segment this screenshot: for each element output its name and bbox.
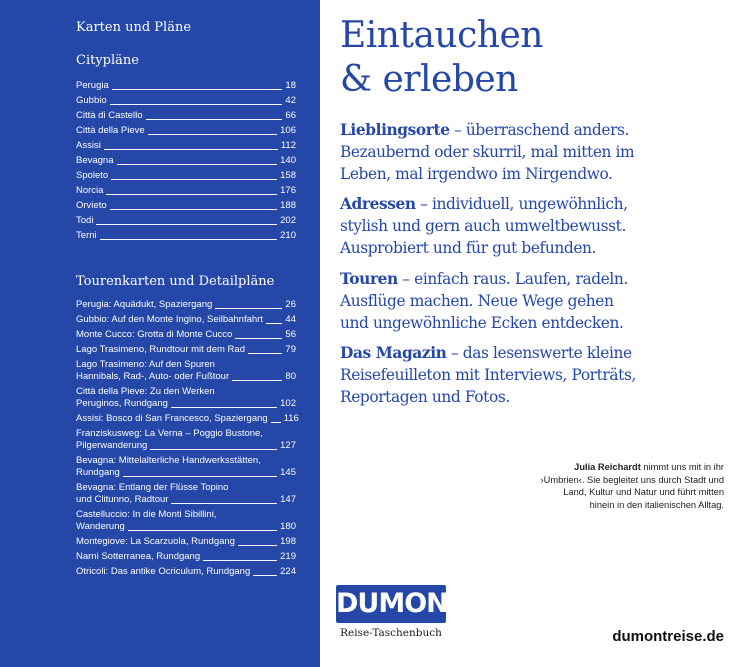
toc-entry [76,184,296,199]
author-note [540,461,724,511]
toc-entry-title: Norcia [76,185,104,196]
toc-entry-page: 198 [280,536,296,547]
toc-entry [76,344,296,356]
toc-panel [0,0,320,667]
toc-leader-line [148,134,277,135]
toc-entry-line [76,170,296,182]
toc-entry-line [76,200,296,212]
toc-entry-title: Narni Sotterranea, Rundgang [76,551,201,562]
city-maps-heading: Citypläne [76,53,139,68]
tour-maps-list [76,299,299,581]
toc-leader-line [203,560,277,561]
toc-entry [76,154,296,169]
toc-entry [76,359,296,383]
toc-entry-title: Bevagna [76,155,114,166]
toc-entry-title: Assisi: Bosco di San Francesco, Spaziergang [76,413,268,424]
toc-entry-title-line: Bevagna: Entlang der Flüsse Topino [76,482,229,493]
toc-entry-page: 127 [280,440,296,451]
toc-leader-line [128,530,277,531]
toc-entry-title: Rundgang [76,467,120,478]
toc-entry [76,455,296,479]
toc-entry-line [76,185,296,197]
toc-entry-line [76,536,296,548]
toc-entry-page: 56 [285,329,296,340]
toc-leader-line [110,104,283,105]
toc-leader-line [266,323,282,324]
toc-entry-line [76,215,296,227]
toc-heading: Karten und Pläne [76,20,192,35]
toc-leader-line [238,545,277,546]
toc-entry-line [76,413,299,425]
feature-text: – das lesenswerte kleine Reisefeuilleton mit Interviews, Porträts, Reportagen und Fotos. [340,344,636,406]
feature-term: Touren [340,270,398,288]
toc-entry-title: Otricoli: Das antike Ocriculum, Rundgang [76,566,251,577]
toc-entry [76,566,296,578]
toc-entry [76,536,296,548]
toc-entry-page: 224 [280,566,296,577]
toc-leader-line [150,449,277,450]
toc-entry-line [76,494,296,506]
toc-entry-line [76,371,296,383]
toc-entry [76,413,299,425]
toc-entry-title-line: Città della Pieve: Zu den Werken [76,386,215,397]
toc-entry [76,509,296,533]
tour-maps-heading: Tourenkarten und Detailpläne [76,274,275,289]
toc-leader-line [171,503,277,504]
toc-leader-line [253,575,277,576]
toc-entry-title: und Clitunno, Radtour [76,494,169,505]
toc-leader-line [117,164,278,165]
author-name: Julia Reichardt [574,462,641,472]
toc-leader-line [215,308,282,309]
toc-entry [76,109,296,124]
toc-entry [76,386,296,410]
toc-entry-title: Città della Pieve [76,125,145,136]
brand-subtitle: Reise-Taschenbuch [340,627,442,639]
toc-entry-title-line: Lago Trasimeno: Auf den Spuren [76,359,215,370]
toc-entry-title: Gubbio: Auf den Monte Ingino, Seilbahnfahrt [76,314,263,325]
toc-entry-line [76,95,296,107]
toc-entry-title-line: Castelluccio: In die Monti Sibillini, [76,509,217,520]
toc-leader-line [104,149,278,150]
feature-text: – individuell, ungewöhnlich, stylish und gern auch umweltbewusst. Ausprobiert und für gut befunden. [340,195,628,257]
toc-entry-title: Pilgerwanderung [76,440,148,451]
toc-entry-title: Gubbio [76,95,107,106]
toc-entry [76,124,296,139]
toc-leader-line [100,239,278,240]
toc-entry-title: Wanderung [76,521,125,532]
toc-entry [76,551,296,563]
feature-paragraph [340,342,640,408]
toc-entry-line [76,110,296,122]
toc-entry [76,94,296,109]
toc-entry-page: 147 [280,494,296,505]
toc-entry-page: 188 [280,200,296,211]
toc-entry-title: Terni [76,230,97,241]
toc-entry-title: Hannibals, Rad-, Auto- oder Fußtour [76,371,230,382]
dumont-logo: DUMONT [336,585,446,623]
toc-leader-line [123,476,277,477]
toc-entry-line [76,230,296,242]
toc-leader-line [112,89,283,90]
toc-leader-line [146,119,283,120]
toc-entry [76,229,296,244]
toc-entry-page: 116 [283,413,299,424]
toc-entry-line [76,440,296,452]
toc-entry-title-line: Bevagna: Mittelalterliche Handwerksstätten, [76,455,261,466]
toc-entry [76,169,296,184]
toc-entry [76,79,296,94]
toc-entry-title: Montegiove: La Scarzuola, Rundgang [76,536,235,547]
toc-entry [76,299,296,311]
headline [340,14,543,102]
toc-entry-page: 210 [280,230,296,241]
toc-leader-line [96,224,277,225]
author-text: nimmt uns mit in ihr ›Umbrien‹. Sie begleitet uns durch Stadt und Land, Kultur und Natur und führt mitten hinein in den italienischen Alltag. [540,462,724,510]
toc-entry-line [76,155,296,167]
toc-entry-page: 44 [285,314,296,325]
toc-entry [76,214,296,229]
city-maps-list [76,79,296,244]
toc-entry-title: Perugia: Aquädukt, Spaziergang [76,299,213,310]
feature-text: – einfach raus. Laufen, radeln. Ausflüge machen. Neue Wege gehen und ungewöhnliche Ecken entdecken. [340,270,628,332]
toc-entry-page: 145 [280,467,296,478]
toc-entry-line [76,551,296,563]
toc-entry-title: Spoleto [76,170,109,181]
feature-paragraph [340,268,640,334]
toc-leader-line [110,209,278,210]
toc-entry-title: Perugia [76,80,109,91]
toc-entry-page: 106 [280,125,296,136]
toc-entry-page: 158 [280,170,296,181]
toc-entry-page: 176 [280,185,296,196]
toc-entry-title: Peruginos, Rundgang [76,398,168,409]
toc-entry [76,428,296,452]
toc-leader-line [106,194,277,195]
toc-entry-line [76,467,296,479]
toc-entry-title: Città di Castello [76,110,143,121]
toc-entry-page: 112 [280,140,296,151]
toc-entry-line [76,344,296,356]
toc-leader-line [111,179,277,180]
toc-entry-page: 180 [280,521,296,532]
toc-entry-line [76,299,296,311]
feature-term: Lieblingsorte [340,121,450,139]
toc-entry-page: 102 [280,398,296,409]
toc-leader-line [248,353,282,354]
feature-text: – überraschend anders. Bezaubernd oder skurril, mal mitten im Leben, mal irgendwo im Nirgendwo. [340,121,635,183]
toc-entry-page: 26 [285,299,296,310]
toc-entry-line [76,329,296,341]
toc-entry [76,314,296,326]
toc-entry [76,199,296,214]
toc-entry [76,482,296,506]
toc-entry-page: 42 [285,95,296,106]
headline-line-1: Eintauchen [340,15,543,56]
toc-entry-line [76,80,296,92]
headline-line-2: & erleben [340,59,518,100]
feature-paragraph [340,193,640,259]
toc-entry-title: Orvieto [76,200,107,211]
toc-entry [76,139,296,154]
toc-entry-title-line: Franziskusweg: La Verna – Poggio Bustone, [76,428,263,439]
toc-entry-line [76,566,296,578]
toc-entry-title: Todi [76,215,94,226]
toc-entry-title: Assisi [76,140,101,151]
toc-entry-page: 18 [285,80,296,91]
toc-entry-page: 140 [280,155,296,166]
toc-entry-page: 80 [285,371,296,382]
toc-leader-line [235,338,282,339]
toc-leader-line [232,380,282,381]
toc-entry-line [76,125,296,137]
feature-term: Adressen [340,195,416,213]
toc-entry-page: 66 [285,110,296,121]
toc-entry-title: Lago Trasimeno, Rundtour mit dem Rad [76,344,245,355]
toc-entry-line [76,398,296,410]
toc-entry-line [76,140,296,152]
toc-entry-line [76,314,296,326]
feature-paragraph [340,119,640,185]
toc-entry-line [76,521,296,533]
website-url[interactable]: dumontreise.de [612,628,724,645]
toc-entry-page: 202 [280,215,296,226]
toc-entry-page: 79 [285,344,296,355]
feature-term: Das Magazin [340,344,447,362]
toc-leader-line [271,422,281,423]
toc-entry-page: 219 [280,551,296,562]
toc-entry [76,329,296,341]
toc-entry-title: Monte Cucco: Grotta di Monte Cucco [76,329,233,340]
toc-leader-line [171,407,277,408]
